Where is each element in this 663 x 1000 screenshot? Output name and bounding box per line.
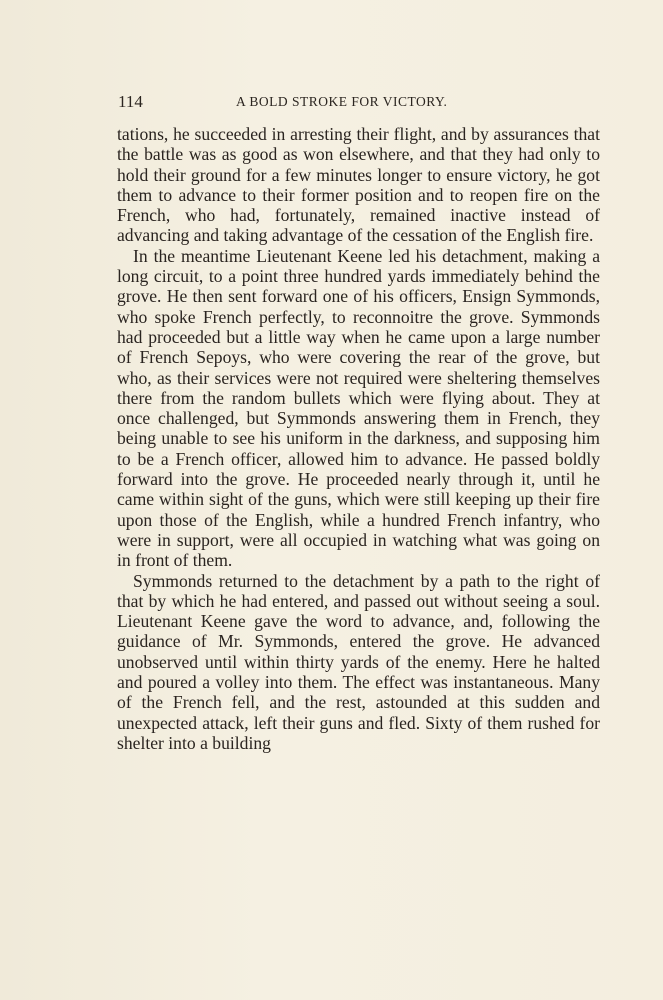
paragraph-2: In the meantime Lieutenant Keene led his detachment, making a long circuit, to a point three hundred yards immediately behind the grove. He then sent forward one of his officers, Ensign Symmonds, who spoke French perfectly, to reconnoitre the grove. Symmonds had proceeded but a little way when he came upon a large number of French Sepoys, who were covering the rear of the grove, but who, as their services were not required were sheltering themselves there from the random bullets which were flying about. They at once challenged, but Symmonds answering them in French, they being unable to see his uniform in the darkness, and supposing him to be a French officer, allowed him to advance. He passed boldly forward into the grove. He proceeded nearly through it, until he came within sight of the guns, which were still keeping up their fire upon those of the English, while a hundred French infantry, who were in support, were all occupied in watching what was going on in front of them.: [117, 245, 600, 571]
paragraph-1: tations, he succeeded in arresting their flight, and by assurances that the battle was as good as won elsewhere, and that they had only to hold their ground for a few minutes longer to ensure victory, he got them to advance to their former position and to reopen fire on the French, who had, fortunately, remained inactive instead of advancing and taking advantage of the cessation of the English fire.: [117, 124, 600, 246]
page-number: 114: [118, 92, 143, 111]
running-head: A BOLD STROKE FOR VICTORY.: [236, 94, 448, 109]
paragraph-3: Symmonds returned to the detachment by a path to the right of that by which he had entered, and passed out without seeing a soul. Lieutenant Keene gave the word to advance, and, following the guidance of Mr. Symmonds, entered the grove. He advanced unobserved until within thirty yards of the enemy. Here he halted and poured a volley into them. The effect was instantaneous. Many of the French fell, and the rest, astounded at this sudden and unexpected attack, left their guns and fled. Sixty of them rushed for shelter into a building: [117, 570, 600, 753]
body-text: [117, 124, 600, 753]
